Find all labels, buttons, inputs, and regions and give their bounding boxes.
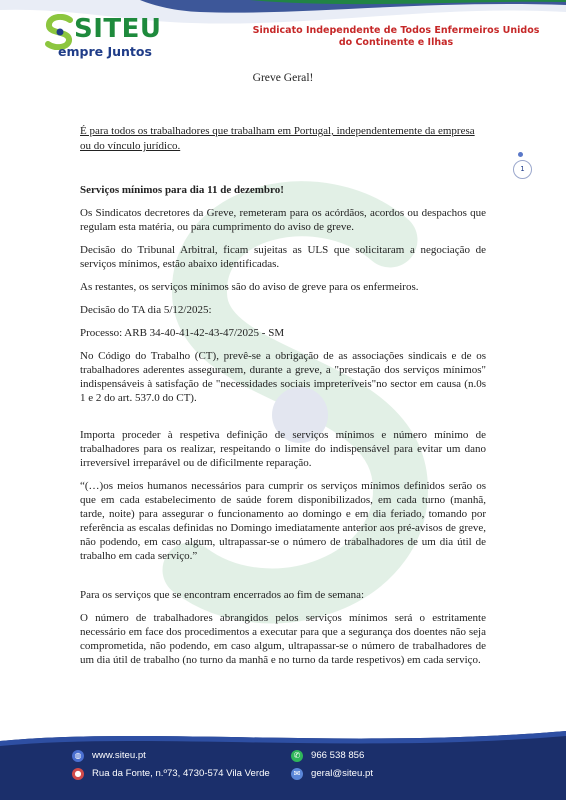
document-body — [80, 183, 486, 676]
website-link[interactable]: www.siteu.pt — [92, 750, 146, 761]
location-pin-icon: ● — [72, 768, 84, 780]
organization-name — [246, 25, 546, 49]
document-title: Greve Geral! — [252, 71, 314, 84]
paragraph: No Código do Trabalho (CT), prevê-se a obrigação de as associações sindicais e de os trabalhadores aderentes assegurarem, durante a greve, a "prestação dos serviços mínimos" indispensáveis à satisfação de "necessidades sociais impreteríveis"no sector em causa (n.0s 1 e 2 do art. 537.0 do CT). — [80, 350, 486, 404]
paragraph: Decisão do TA dia 5/12/2025: — [80, 304, 212, 316]
quoted-paragraph: “(…)os meios humanos necessários para cumprir os serviços mínimos definidos serão os que em cada estabelecimento de saúde forem disponibilizados, em cada turno (manhã, tarde, noite) para assegurar o funcionamento ao domingo e em dia feriado, tomando por referência as escalas definidas no Domingo imediatamente anterior aos pré-avisos de greve, não podendo, em caso algum, ultrapassar-se o número de trabalhadores de um dia útil de trabalho em cada serviço.” — [80, 480, 486, 562]
address-text: Rua da Fonte, n.º73, 4730-574 Vila Verde — [92, 768, 270, 779]
paragraph: O número de trabalhadores abrangidos pelos serviços mínimos será o estritamente necessário em face dos procedimentos a executar para que a segurança dos doentes não seja comprometida, não podendo, em caso algum, ultrapassar-se o número de trabalhadores de um dia útil de trabalho (no turno da manhã e no turno da tarde respetivos) em cada serviço. — [80, 612, 486, 666]
footer-background — [0, 727, 566, 800]
siteu-logo — [44, 14, 164, 60]
phone-number[interactable]: 966 538 856 — [311, 750, 365, 761]
logo-tagline: empre Juntos — [58, 44, 152, 59]
organization-name-line2: do Continente e Ilhas — [338, 37, 454, 48]
paragraph: Processo: ARB 34-40-41-42-43-47/2025 - SM — [80, 327, 285, 339]
organization-name-line1: Sindicato Independente de Todos Enfermeiros Unidos — [252, 25, 540, 36]
footer — [0, 727, 566, 800]
whatsapp-icon: ✆ — [291, 750, 303, 762]
email-link[interactable]: geral@siteu.pt — [311, 768, 374, 779]
globe-icon: ◍ — [72, 750, 84, 762]
page-number-badge: 1 — [513, 160, 532, 179]
paragraph: Importa proceder à respetiva definição de serviços mínimos e número mínimo de trabalhadores para os realizar, respeitando o limite do indispensável para evitar um dano irreversível irreparável ou de dificilmente reparação. — [80, 429, 486, 469]
paragraph: Os Sindicatos decretores da Greve, remeteram para os acórdãos, acordos ou despachos que regulam esta matéria, ou para cumprimento do aviso de greve. — [80, 207, 486, 233]
logo-wordmark: SITEU — [74, 14, 162, 44]
paragraph: Decisão do Tribunal Arbitral, ficam sujeitas as ULS que solicitaram a negociação de serviços mínimos, estão abaixo identificadas. — [80, 244, 486, 270]
section-heading: Serviços mínimos para dia 11 de dezembro! — [80, 184, 284, 196]
paragraph: As restantes, os serviços mínimos são do aviso de greve para os enfermeiros. — [80, 281, 419, 293]
page-marker-dot — [518, 152, 523, 157]
paragraph: Para os serviços que se encontram encerrados ao fim de semana: — [80, 589, 365, 601]
intro-statement: É para todos os trabalhadores que trabalham em Portugal, independentemente da empresa ou do vínculo jurídico. — [80, 125, 475, 152]
email-icon: ✉ — [291, 768, 303, 780]
